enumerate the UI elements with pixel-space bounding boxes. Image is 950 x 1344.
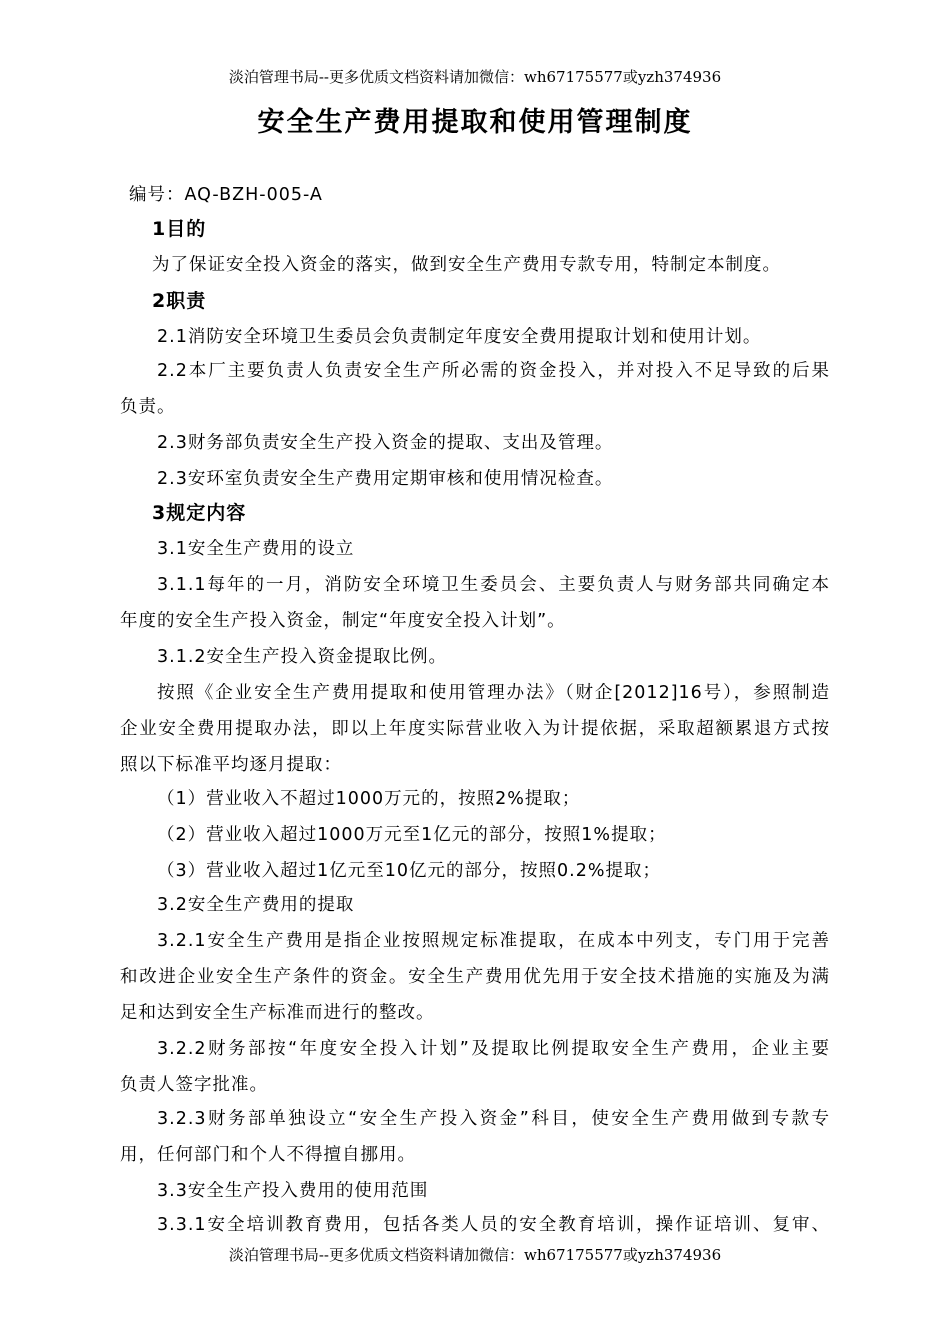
section-1-text: 为了保证安全投入资金的落实，做到安全生产费用专款专用，特制定本制度。: [152, 255, 781, 275]
section-3-heading: 3规定内容: [152, 502, 247, 524]
clause-2-2-line1: 2.2本厂主要负责人负责安全生产所必需的资金投入，并对投入不足导致的后果: [157, 361, 830, 381]
page-header: 淡泊管理书局--更多优质文档资料请加微信：wh67175577或yzh374936: [228, 68, 722, 86]
clause-3-1-1-line2: 年度的安全生产投入资金，制定“年度安全投入计划”。: [120, 611, 566, 631]
section-1-heading: 1目的: [152, 218, 207, 240]
clause-2-1: 2.1消防安全环境卫生委员会负责制定年度安全费用提取计划和使用计划。: [157, 327, 762, 347]
list-item-1: （1）营业收入不超过1000万元的，按照2%提取；: [157, 789, 581, 809]
clause-3-2-3-line1: 3.2.3财务部单独设立“安全生产投入资金”科目，使安全生产费用做到专款专: [157, 1109, 830, 1129]
list-item-3: （3）营业收入超过1亿元至10亿元的部分，按照0.2%提取；: [157, 861, 661, 881]
clause-3-2-1-line3: 足和达到安全生产标准而进行的整改。: [120, 1003, 435, 1023]
page-footer: 淡泊管理书局--更多优质文档资料请加微信：wh67175577或yzh374936: [228, 1246, 722, 1264]
clause-2-2-line2: 负责。: [120, 397, 176, 417]
section-2-heading: 2职责: [152, 290, 207, 312]
clause-3-2-1-line2: 和改进企业安全生产条件的资金。安全生产费用优先用于安全技术措施的实施及为满: [120, 967, 830, 987]
clause-3-2: 3.2安全生产费用的提取: [157, 895, 355, 915]
clause-3-3: 3.3安全生产投入费用的使用范围: [157, 1181, 429, 1201]
clause-3-1: 3.1安全生产费用的设立: [157, 539, 355, 559]
clause-3-2-1-line1: 3.2.1安全生产费用是指企业按照规定标准提取，在成本中列支，专门用于完善: [157, 931, 830, 951]
list-item-2: （2）营业收入超过1000万元至1亿元的部分，按照1%提取；: [157, 825, 667, 845]
clause-3-3-1-line1: 3.3.1安全培训教育费用，包括各类人员的安全教育培训，操作证培训、复审、: [157, 1215, 830, 1235]
document-title: 安全生产费用提取和使用管理制度: [257, 107, 693, 138]
paragraph-line2: 企业安全费用提取办法，即以上年度实际营业收入为计提依据，采取超额累退方式按: [120, 719, 830, 739]
clause-2-4: 2.3安环室负责安全生产费用定期审核和使用情况检查。: [157, 469, 614, 489]
clause-3-1-2: 3.1.2安全生产投入资金提取比例。: [157, 647, 448, 667]
paragraph-line1: 按照《企业安全生产费用提取和使用管理办法》（财企[2012]16号），参照制造: [157, 683, 830, 703]
clause-3-1-1-line1: 3.1.1每年的一月，消防安全环境卫生委员会、主要负责人与财务部共同确定本: [157, 575, 830, 595]
clause-3-2-2-line2: 负责人签字批准。: [120, 1075, 268, 1095]
clause-2-3: 2.3财务部负责安全生产投入资金的提取、支出及管理。: [157, 433, 614, 453]
clause-3-2-2-line1: 3.2.2财务部按“年度安全投入计划”及提取比例提取安全生产费用，企业主要: [157, 1039, 830, 1059]
document-code: 编号：AQ-BZH-005-A: [129, 185, 323, 205]
clause-3-2-3-line2: 用，任何部门和个人不得擅自挪用。: [120, 1145, 416, 1165]
paragraph-line3: 照以下标准平均逐月提取：: [120, 755, 342, 775]
